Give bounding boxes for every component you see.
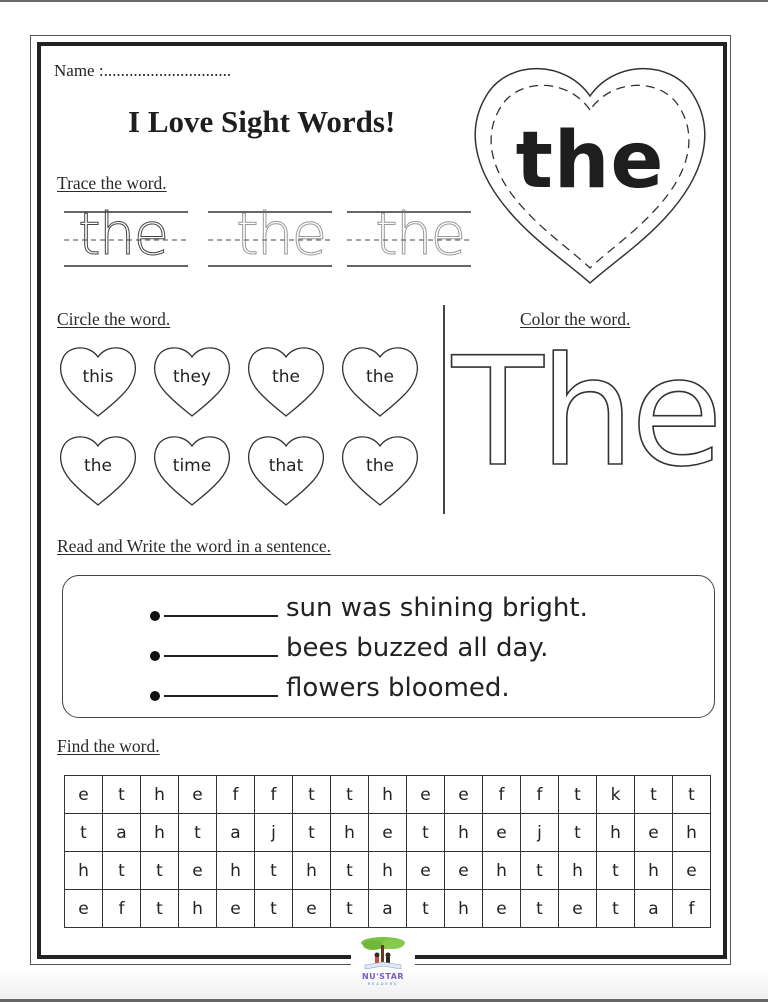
grid-cell[interactable]: h [559,852,597,890]
grid-cell[interactable]: e [445,852,483,890]
grid-cell[interactable]: e [179,776,217,814]
grid-cell[interactable]: h [673,814,711,852]
grid-cell[interactable]: t [521,890,559,928]
grid-cell[interactable]: a [635,890,673,928]
grid-cell[interactable]: e [369,814,407,852]
grid-cell[interactable]: t [407,814,445,852]
grid-cell[interactable]: h [217,852,255,890]
sight-word: the [515,116,665,206]
logo-subtext: READERS [367,982,399,986]
grid-row [65,890,711,928]
grid-cell[interactable]: t [141,890,179,928]
trace-item-1[interactable] [64,200,188,270]
circle-word-heart[interactable] [341,345,419,417]
grid-cell[interactable]: e [635,814,673,852]
circle-word-heart[interactable] [247,434,325,506]
grid-cell[interactable]: f [483,776,521,814]
trace-word-solid: the [78,200,168,268]
grid-cell[interactable]: e [673,852,711,890]
sentence-text: sun was shining bright. [286,593,588,623]
grid-cell[interactable]: e [65,776,103,814]
grid-cell[interactable]: t [597,852,635,890]
word-search-grid [64,775,711,928]
circle-word: that [268,456,304,476]
sentence-row [150,667,510,703]
grid-cell[interactable]: t [293,814,331,852]
grid-cell[interactable]: h [65,852,103,890]
section-divider [443,305,445,514]
grid-cell[interactable]: e [65,890,103,928]
bullet-icon [150,651,160,661]
grid-cell[interactable]: t [559,814,597,852]
grid-cell[interactable]: t [521,852,559,890]
grid-cell[interactable]: a [369,890,407,928]
grid-cell[interactable]: t [255,890,293,928]
grid-cell[interactable]: e [483,814,521,852]
circle-word: the [84,456,112,476]
grid-cell[interactable]: f [673,890,711,928]
grid-cell[interactable]: h [293,852,331,890]
grid-row [65,852,711,890]
grid-cell[interactable]: e [483,890,521,928]
grid-cell[interactable]: t [331,776,369,814]
grid-cell[interactable]: e [179,852,217,890]
grid-cell[interactable]: e [407,776,445,814]
grid-cell[interactable]: a [103,814,141,852]
grid-cell[interactable]: t [559,776,597,814]
logo-text: NU'STAR [361,972,405,981]
grid-cell[interactable]: t [103,776,141,814]
name-field[interactable]: Name :.............................. [54,61,232,80]
bullet-icon [150,691,160,701]
grid-row [65,814,711,852]
grid-cell[interactable]: t [331,852,369,890]
grid-cell[interactable]: f [521,776,559,814]
tree-icon [357,935,409,975]
grid-cell[interactable]: t [673,776,711,814]
grid-cell[interactable]: h [141,776,179,814]
blank-input[interactable] [164,694,278,697]
grid-cell[interactable]: t [141,852,179,890]
circle-section-label: Circle the word. [57,309,171,329]
grid-cell[interactable]: t [597,890,635,928]
grid-cell[interactable]: e [407,852,445,890]
grid-cell[interactable]: e [559,890,597,928]
sentence-text: bees buzzed all day. [286,633,549,663]
sentence-row [150,627,548,663]
grid-cell[interactable]: h [369,776,407,814]
grid-cell[interactable]: h [369,852,407,890]
grid-cell[interactable]: h [331,814,369,852]
grid-cell[interactable]: f [217,776,255,814]
grid-cell[interactable]: t [407,890,445,928]
sentence-row [150,587,588,623]
circle-word: the [366,456,394,476]
grid-cell[interactable]: e [445,776,483,814]
grid-cell[interactable]: t [635,776,673,814]
circle-word-heart[interactable] [341,434,419,506]
grid-cell[interactable]: t [255,852,293,890]
grid-cell[interactable]: h [445,814,483,852]
trace-word-dotted: the [236,200,326,268]
circle-word-heart[interactable] [59,345,137,417]
grid-cell[interactable]: h [179,890,217,928]
top-edge-line [0,0,768,2]
circle-word: time [172,456,212,476]
trace-item-2[interactable] [208,200,332,270]
grid-cell[interactable]: t [103,852,141,890]
circle-word-heart[interactable] [59,434,137,506]
circle-word-heart[interactable] [153,434,231,506]
grid-cell[interactable]: h [141,814,179,852]
worksheet-title: I Love Sight Words! [128,104,396,139]
grid-cell[interactable]: h [597,814,635,852]
bullet-icon [150,611,160,621]
trace-section-label: Trace the word. [57,173,167,193]
trace-word-dotted: the [375,200,465,268]
grid-cell[interactable]: t [293,776,331,814]
grid-cell[interactable]: k [597,776,635,814]
grid-cell[interactable]: f [103,890,141,928]
grid-row [65,776,711,814]
circle-word-heart[interactable] [247,345,325,417]
grid-cell[interactable]: h [445,890,483,928]
blank-input[interactable] [164,654,278,657]
grid-cell[interactable]: h [635,852,673,890]
grid-cell[interactable]: t [179,814,217,852]
circle-word: the [272,367,300,387]
color-word-outline[interactable]: The [452,326,719,500]
sentence-text: flowers bloomed. [286,673,510,703]
circle-word-heart[interactable] [153,345,231,417]
grid-cell[interactable]: e [217,890,255,928]
circle-word: they [173,367,211,387]
grid-cell[interactable]: t [65,814,103,852]
sight-word-heart [470,58,710,288]
grid-cell[interactable]: j [521,814,559,852]
nustar-logo [357,935,409,990]
sentence-section-label: Read and Write the word in a sentence. [57,536,332,556]
color-section-label: Color the word. [520,309,631,329]
trace-item-3[interactable] [347,200,471,270]
blank-input[interactable] [164,614,278,617]
circle-word: the [366,367,394,387]
find-section-label: Find the word. [57,736,160,756]
grid-cell[interactable]: f [255,776,293,814]
circle-word: this [82,367,114,387]
grid-cell[interactable]: h [483,852,521,890]
grid-cell[interactable]: e [293,890,331,928]
grid-cell[interactable]: j [255,814,293,852]
grid-cell[interactable]: t [331,890,369,928]
grid-cell[interactable]: a [217,814,255,852]
